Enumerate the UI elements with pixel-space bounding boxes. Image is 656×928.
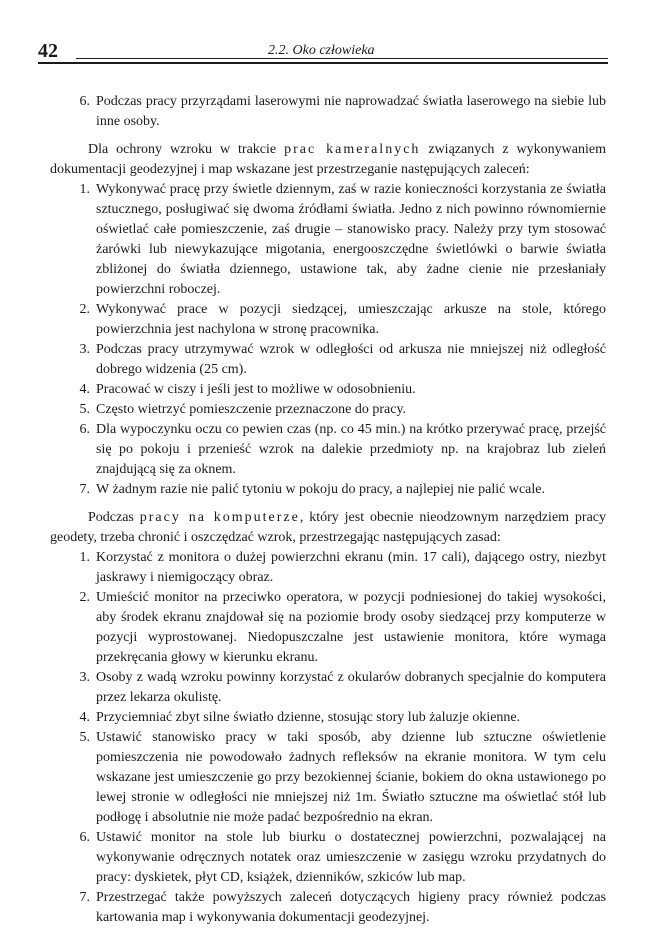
item-text: Wykonywać pracę przy świetle dziennym, zaś w razie konieczności korzystania ze światła sztucznego, posługiwać się dwoma źródłami światła. Jedno z nich powinno równomiernie oświetlać całe pomieszczenie, zaś drugie – stanowisko pracy. Należy przy tym stosować żarówki lub niewykazujące migotania, energooszczędne świetlówki o barwie światła zbliżonej do światła dziennego, ustawione tak, aby żadne cienie nie przesłaniały powierzchni roboczej. xyxy=(96,182,606,297)
paragraph-office-work xyxy=(50,140,606,180)
item-text: W żadnym razie nie palić tytoniu w pokoju do pracy, a najlepiej nie palić wcale. xyxy=(96,482,545,497)
para-text: , który jest obecnie nieodzownym narzędziem pracy geodety, trzeba chronić i oszczędzać wzrok, przestrzegając następujących zasad: xyxy=(50,510,606,545)
para-emphasis: prac kameralnych xyxy=(284,142,421,157)
item-text: Podczas pracy przyrządami laserowymi nie naprowadzać światła laserowego na siebie lub inne osoby. xyxy=(96,94,606,129)
item-number: 6. xyxy=(79,422,90,437)
item-number: 3. xyxy=(79,670,90,685)
item-text: Przyciemniać zbyt silne światło dzienne, stosując story lub żaluzje okienne. xyxy=(96,710,521,725)
item-number: 2. xyxy=(79,302,90,317)
paragraph-computer-work xyxy=(50,508,606,548)
page-header xyxy=(38,38,608,68)
list-item xyxy=(50,588,606,668)
list-item xyxy=(50,420,606,480)
item-text: Dla wypoczynku oczu co pewien czas (np. co 45 min.) na krótko przerywać pracę, przejść się po pokoju i przenieść wzrok na dalekie przedmioty np. na krajobraz lub zieleń znajdującą się za oknem. xyxy=(96,422,606,477)
item-text: Ustawić stanowisko pracy w taki sposób, aby dzienne lub sztuczne oświetlenie pomieszczenia nie powodowało żadnych refleksów na ekranie monitora. W tym celu wskazane jest umieszczenie go przy bezokiennej ścianie, bokiem do okna ustawionego po lewej stronie w odległości nie mniejszej niż 1m. Światło sztuczne ma oświetlać stół lub podłogę i absolutnie nie może padać bezpośrednio na ekran. xyxy=(96,730,606,825)
header-rule-thick xyxy=(38,62,608,64)
list-item xyxy=(50,300,606,340)
para-text: związanych z wykonywaniem dokumentacji geodezyjnej i map wskazane jest przestrzeganie następujących zaleceń: xyxy=(50,142,606,177)
item-text: Umieścić monitor na przeciwko operatora, w pozycji podniesionej do takiej wysokości, aby środek ekranu znajdował się na poziomie brody osoby siedzącej przy komputerze w pozycji wyprostowanej. Niedopuszczalne jest ustawienie monitora, które wymaga przekręcania głowy w kierunku ekranu. xyxy=(96,590,606,665)
item-number: 7. xyxy=(79,890,90,905)
list-item xyxy=(50,548,606,588)
list-item xyxy=(50,828,606,888)
item-number: 4. xyxy=(79,710,90,725)
item-number: 2. xyxy=(79,590,90,605)
item-number: 7. xyxy=(79,482,90,497)
page-body xyxy=(50,92,606,928)
item-text: Korzystać z monitora o dużej powierzchni ekranu (min. 17 cali), dającego ostry, niezbyt jaskrawy i niemigoczący obraz. xyxy=(96,550,606,585)
page-number: 42 xyxy=(38,40,58,62)
header-rule-thin xyxy=(76,58,608,59)
item-number: 6. xyxy=(79,830,90,845)
list-item xyxy=(50,340,606,380)
list-item xyxy=(50,888,606,928)
list-item xyxy=(50,92,606,132)
item-number: 5. xyxy=(79,730,90,745)
list-office-work xyxy=(50,180,606,500)
list-item xyxy=(50,728,606,828)
list-item xyxy=(50,668,606,708)
item-number: 5. xyxy=(79,402,90,417)
list-item xyxy=(50,480,606,500)
list-computer-work xyxy=(50,548,606,928)
list-item xyxy=(50,400,606,420)
item-text: Wykonywać prace w pozycji siedzącej, umieszczając arkusze na stole, którego powierzchnia jest nachylona w stronę pracownika. xyxy=(96,302,606,337)
para-text: Podczas xyxy=(88,510,140,525)
item-number: 1. xyxy=(79,550,90,565)
para-emphasis: pracy na komputerze xyxy=(139,510,300,525)
item-number: 6. xyxy=(79,94,90,109)
item-text: Przestrzegać także powyższych zaleceń dotyczących higieny pracy również podczas kartowania map i wykonywania dokumentacji geodezyjnej. xyxy=(96,890,606,925)
item-text: Podczas pracy utrzymywać wzrok w odległości od arkusza nie mniejszej niż odległość dobrego widzenia (25 cm). xyxy=(96,342,606,377)
item-number: 4. xyxy=(79,382,90,397)
item-text: Osoby z wadą wzroku powinny korzystać z okularów dobranych specjalnie do komputera przez lekarza okulistę. xyxy=(96,670,606,705)
item-text: Często wietrzyć pomieszczenie przeznaczone do pracy. xyxy=(96,402,407,417)
item-number: 1. xyxy=(79,182,90,197)
item-text: Ustawić monitor na stole lub biurku o dostatecznej powierzchni, pozwalającej na wykonywanie odręcznych notatek oraz umieszczenie w zasięgu wzroku przydatnych do pracy: dyskietek, płyt CD, książek, dzienników, szkiców lub map. xyxy=(96,830,606,885)
item-text: Pracować w ciszy i jeśli jest to możliwe w odosobnieniu. xyxy=(96,382,416,397)
list-item xyxy=(50,708,606,728)
running-title: 2.2. Oko człowieka xyxy=(268,43,375,58)
list-item xyxy=(50,180,606,300)
para-text: Dla ochrony wzroku w trakcie xyxy=(88,142,285,157)
list-item xyxy=(50,380,606,400)
item-number: 3. xyxy=(79,342,90,357)
